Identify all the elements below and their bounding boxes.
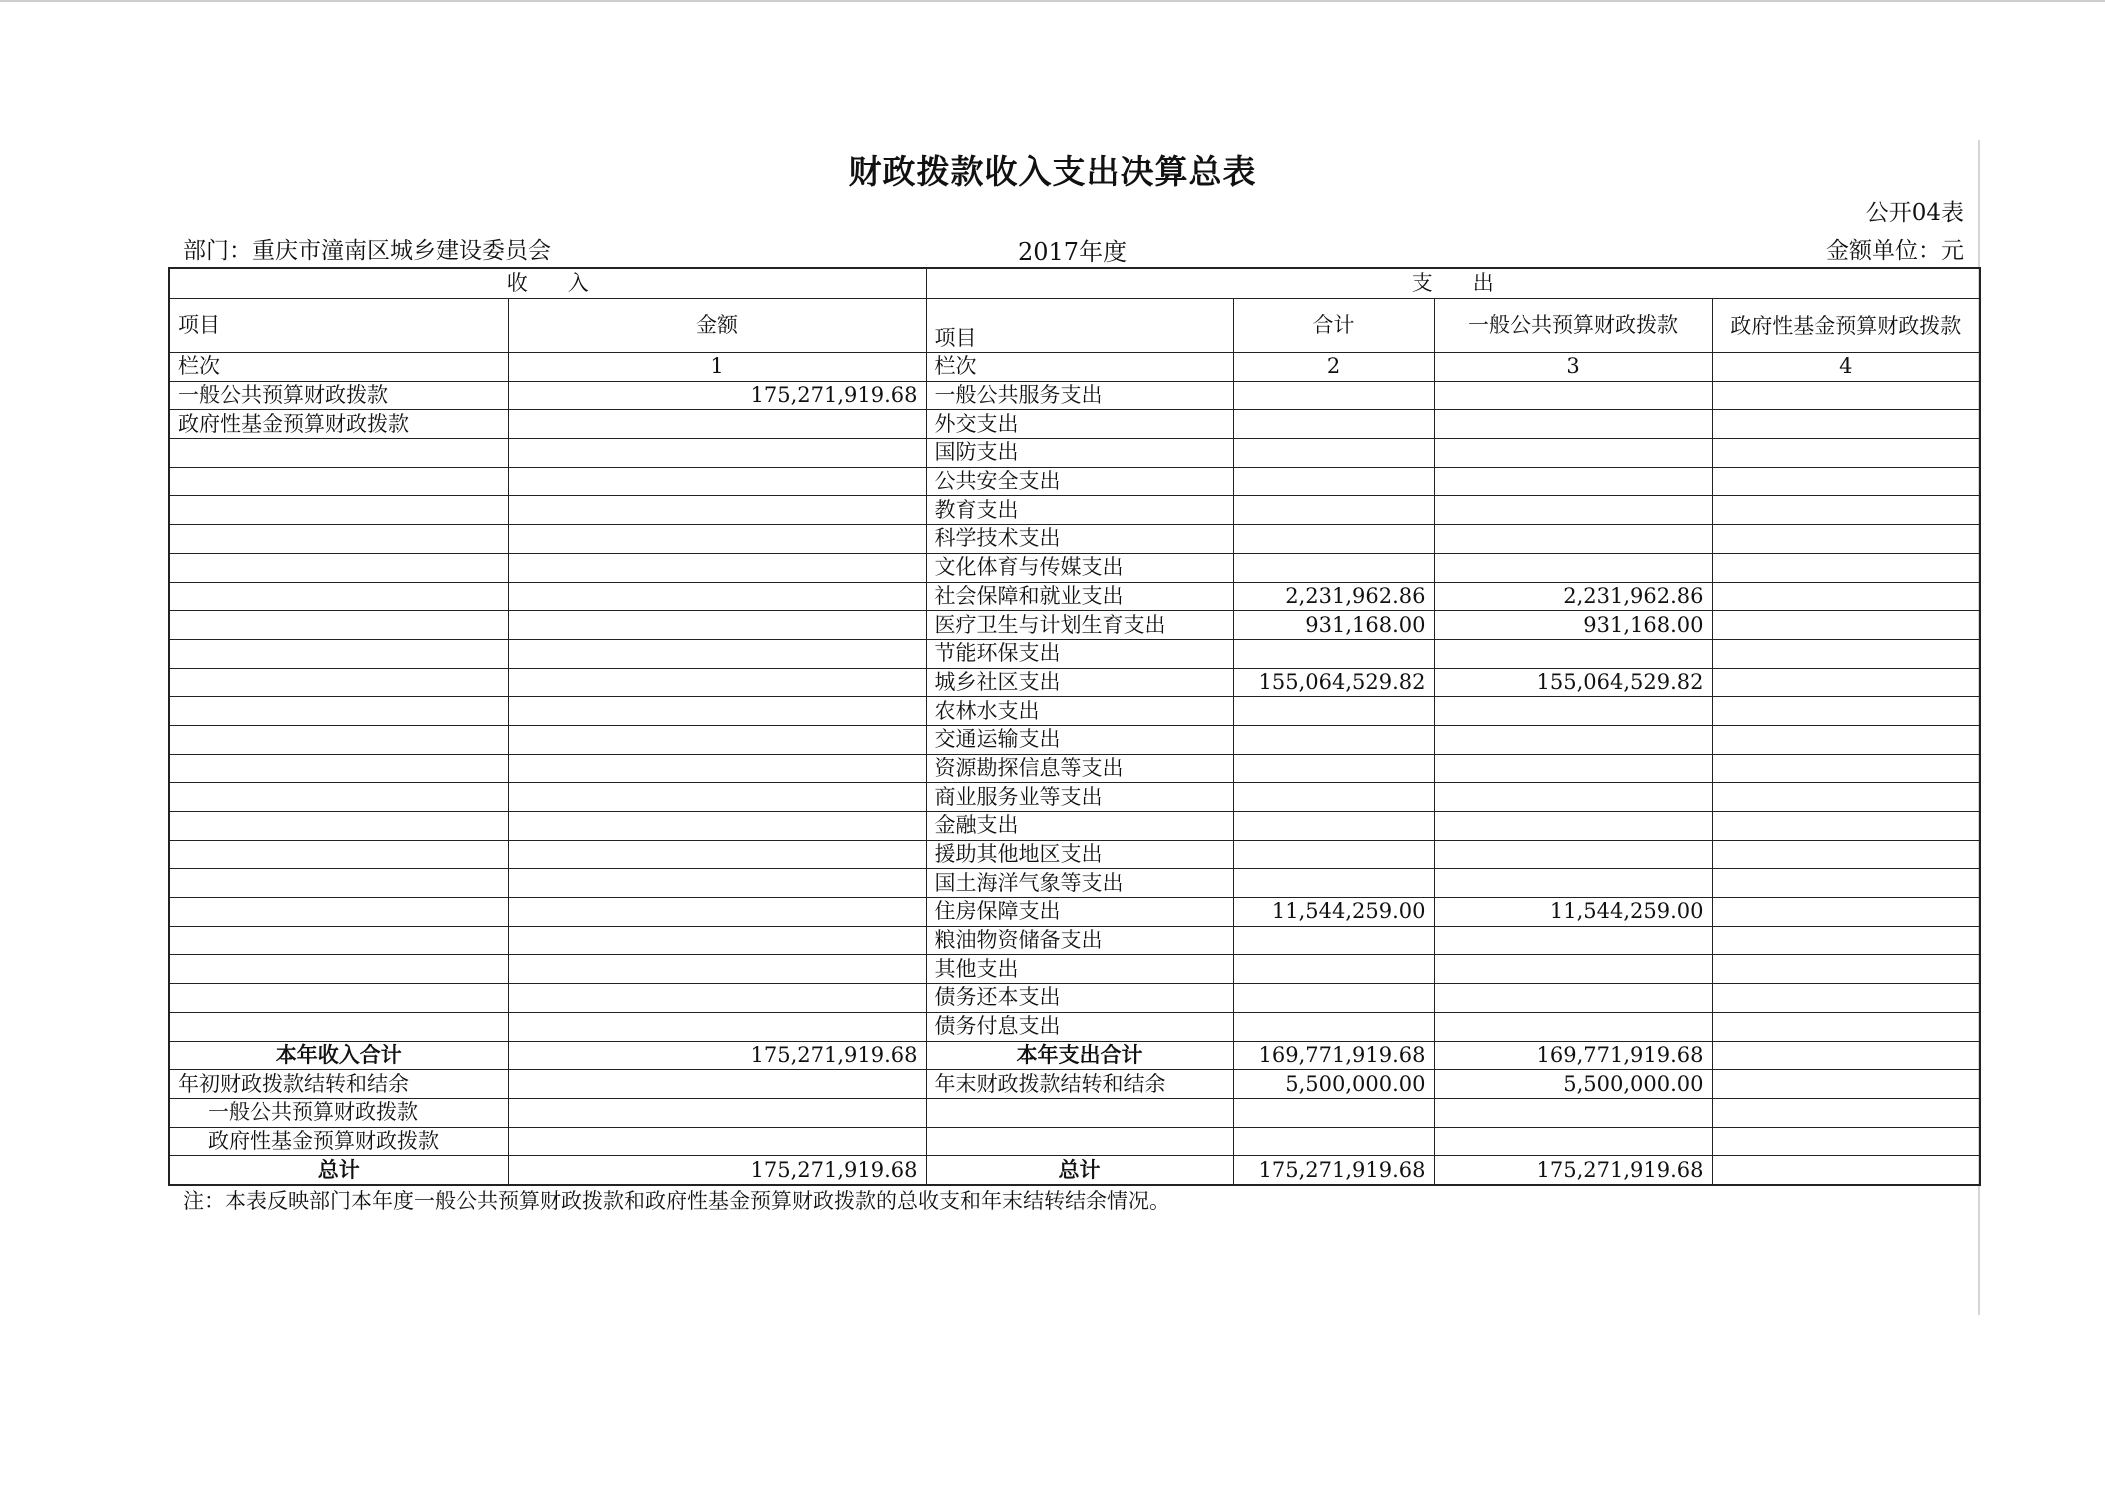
income-amount-cell <box>508 812 926 841</box>
column-header-row <box>169 299 1980 353</box>
expense-general-cell <box>1434 955 1712 984</box>
table-row <box>169 783 1980 812</box>
income-item-cell <box>169 725 508 754</box>
expense-fund-cell <box>1712 754 1980 783</box>
income-amount-cell <box>508 754 926 783</box>
carry-income-amount <box>508 1127 926 1156</box>
expense-item-cell: 交通运输支出 <box>926 725 1233 754</box>
table-row <box>169 984 1980 1013</box>
budget-summary-table <box>168 267 1981 1186</box>
income-amount-cell <box>508 611 926 640</box>
expense-item-cell: 金融支出 <box>926 812 1233 841</box>
income-section-header: 收入 <box>169 268 926 299</box>
expense-grand-fund <box>1712 1156 1980 1185</box>
expense-item-cell: 文化体育与传媒支出 <box>926 553 1233 582</box>
table-row <box>169 754 1980 783</box>
carry-income-amount <box>508 1098 926 1127</box>
expense-total-cell: 11,544,259.00 <box>1233 898 1434 927</box>
income-subtotal-label: 本年收入合计 <box>169 1041 508 1070</box>
income-item-cell <box>169 1012 508 1041</box>
table-row <box>169 1012 1980 1041</box>
carry-fund <box>1712 1127 1980 1156</box>
table-row <box>169 697 1980 726</box>
expense-total-cell: 2,231,962.86 <box>1233 582 1434 611</box>
expense-total-cell <box>1233 955 1434 984</box>
expense-total-cell: 931,168.00 <box>1233 611 1434 640</box>
income-amount-cell <box>508 725 926 754</box>
income-amount-cell <box>508 955 926 984</box>
expense-general-cell <box>1434 381 1712 410</box>
expense-fund-cell <box>1712 926 1980 955</box>
carryover-row <box>169 1098 1980 1127</box>
table-row <box>169 496 1980 525</box>
expense-item-cell: 援助其他地区支出 <box>926 840 1233 869</box>
carry-general: 5,500,000.00 <box>1434 1070 1712 1099</box>
expense-general-cell <box>1434 467 1712 496</box>
carry-income-amount <box>508 1070 926 1099</box>
expense-item-cell: 粮油物资储备支出 <box>926 926 1233 955</box>
income-item-cell: 一般公共预算财政拨款 <box>169 381 508 410</box>
expense-total-cell <box>1233 869 1434 898</box>
expense-general-cell <box>1434 725 1712 754</box>
expense-item-cell: 社会保障和就业支出 <box>926 582 1233 611</box>
expense-item-cell: 医疗卫生与计划生育支出 <box>926 611 1233 640</box>
table-row <box>169 725 1980 754</box>
expense-subtotal-fund <box>1712 1041 1980 1070</box>
carry-total <box>1233 1098 1434 1127</box>
expense-fund-cell <box>1712 955 1980 984</box>
carryover-row <box>169 1127 1980 1156</box>
expense-general-cell: 931,168.00 <box>1434 611 1712 640</box>
income-amount-cell <box>508 410 926 439</box>
subtotal-row <box>169 1041 1980 1070</box>
income-item-cell <box>169 525 508 554</box>
expense-total-cell <box>1233 467 1434 496</box>
expense-general-cell <box>1434 525 1712 554</box>
expense-general-cell: 2,231,962.86 <box>1434 582 1712 611</box>
expense-fund-cell <box>1712 783 1980 812</box>
income-amount-cell <box>508 926 926 955</box>
carry-general <box>1434 1098 1712 1127</box>
table-row <box>169 668 1980 697</box>
income-item-cell <box>169 955 508 984</box>
expense-total-cell <box>1233 525 1434 554</box>
expense-fund-cell <box>1712 725 1980 754</box>
col-header-income-item: 项目 <box>169 299 508 353</box>
expense-item-cell: 债务付息支出 <box>926 1012 1233 1041</box>
amount-unit: 金额单位：元 <box>1826 238 1964 264</box>
expense-general-cell <box>1434 984 1712 1013</box>
expense-total-cell <box>1233 840 1434 869</box>
income-item-cell <box>169 467 508 496</box>
expense-general-cell: 11,544,259.00 <box>1434 898 1712 927</box>
expense-total-cell <box>1233 783 1434 812</box>
carry-expense-item <box>926 1127 1233 1156</box>
expense-subtotal-total: 169,771,919.68 <box>1233 1041 1434 1070</box>
income-amount-cell <box>508 840 926 869</box>
income-item-cell <box>169 984 508 1013</box>
expense-item-cell: 资源勘探信息等支出 <box>926 754 1233 783</box>
expense-grand-total-label: 总计 <box>926 1156 1233 1185</box>
income-item-cell <box>169 926 508 955</box>
expense-fund-cell <box>1712 668 1980 697</box>
table-row <box>169 840 1980 869</box>
col-header-total: 合计 <box>1233 299 1434 353</box>
expense-general-cell <box>1434 639 1712 668</box>
expense-fund-cell <box>1712 697 1980 726</box>
income-item-cell <box>169 754 508 783</box>
expense-total-cell <box>1233 754 1434 783</box>
expense-fund-cell <box>1712 525 1980 554</box>
page-title: 财政拨款收入支出决算总表 <box>848 152 1257 191</box>
expense-general-cell <box>1434 496 1712 525</box>
expense-total-cell <box>1233 496 1434 525</box>
income-amount-cell <box>508 439 926 468</box>
table-row <box>169 611 1980 640</box>
income-item-cell <box>169 898 508 927</box>
expense-subtotal-general: 169,771,919.68 <box>1434 1041 1712 1070</box>
expense-total-cell <box>1233 553 1434 582</box>
expense-fund-cell <box>1712 496 1980 525</box>
carry-fund <box>1712 1070 1980 1099</box>
expense-subtotal-label: 本年支出合计 <box>926 1041 1233 1070</box>
col-header-income-amount: 金额 <box>508 299 926 353</box>
expense-item-cell: 节能环保支出 <box>926 639 1233 668</box>
expense-item-cell: 国土海洋气象等支出 <box>926 869 1233 898</box>
carry-expense-item <box>926 1098 1233 1127</box>
expense-item-cell: 债务还本支出 <box>926 984 1233 1013</box>
income-amount-cell <box>508 639 926 668</box>
table-row <box>169 639 1980 668</box>
table-row <box>169 898 1980 927</box>
income-item-cell <box>169 439 508 468</box>
expense-item-cell: 农林水支出 <box>926 697 1233 726</box>
expense-fund-cell <box>1712 553 1980 582</box>
expense-general-cell <box>1434 812 1712 841</box>
table-row <box>169 582 1980 611</box>
table-row <box>169 410 1980 439</box>
income-amount-cell <box>508 984 926 1013</box>
expense-fund-cell <box>1712 812 1980 841</box>
expense-item-cell: 外交支出 <box>926 410 1233 439</box>
expense-general-cell <box>1434 926 1712 955</box>
table-row <box>169 926 1980 955</box>
expense-general-cell <box>1434 783 1712 812</box>
col-number-4: 4 <box>1712 353 1980 382</box>
expense-total-cell <box>1233 812 1434 841</box>
carry-fund <box>1712 1098 1980 1127</box>
expense-grand-general: 175,271,919.68 <box>1434 1156 1712 1185</box>
column-number-row <box>169 353 1980 382</box>
expense-total-cell <box>1233 381 1434 410</box>
carry-general <box>1434 1127 1712 1156</box>
income-amount-cell <box>508 668 926 697</box>
expense-item-cell: 商业服务业等支出 <box>926 783 1233 812</box>
expense-item-cell: 教育支出 <box>926 496 1233 525</box>
expense-fund-cell <box>1712 869 1980 898</box>
income-grand-total-amount: 175,271,919.68 <box>508 1156 926 1185</box>
expense-fund-cell <box>1712 898 1980 927</box>
expense-total-cell <box>1233 639 1434 668</box>
expense-fund-cell <box>1712 611 1980 640</box>
income-item-cell <box>169 668 508 697</box>
expense-general-cell <box>1434 439 1712 468</box>
income-grand-total-label: 总计 <box>169 1156 508 1185</box>
carry-income-item: 年初财政拨款结转和结余 <box>169 1070 508 1099</box>
income-amount-cell <box>508 582 926 611</box>
table-row <box>169 439 1980 468</box>
carry-income-item: 一般公共预算财政拨款 <box>169 1098 508 1127</box>
income-item-cell <box>169 812 508 841</box>
carryover-row <box>169 1070 1980 1099</box>
income-item-cell <box>169 582 508 611</box>
expense-item-cell: 住房保障支出 <box>926 898 1233 927</box>
income-item-cell <box>169 840 508 869</box>
table-row <box>169 381 1980 410</box>
expense-general-cell <box>1434 410 1712 439</box>
table-row <box>169 812 1980 841</box>
expense-fund-cell <box>1712 439 1980 468</box>
expense-section-header: 支出 <box>926 268 1980 299</box>
section-header-row <box>169 268 1980 299</box>
col-number-3: 3 <box>1434 353 1712 382</box>
row-label-income: 栏次 <box>169 353 508 382</box>
expense-general-cell <box>1434 553 1712 582</box>
income-item-cell <box>169 869 508 898</box>
income-amount-cell <box>508 525 926 554</box>
income-amount-cell <box>508 1012 926 1041</box>
expense-general-cell <box>1434 697 1712 726</box>
income-amount-cell <box>508 697 926 726</box>
income-amount-cell <box>508 467 926 496</box>
expense-item-cell: 国防支出 <box>926 439 1233 468</box>
form-number: 公开04表 <box>1865 200 1964 226</box>
income-subtotal-amount: 175,271,919.68 <box>508 1041 926 1070</box>
grand-total-row <box>169 1156 1980 1185</box>
carry-total: 5,500,000.00 <box>1233 1070 1434 1099</box>
expense-total-cell <box>1233 697 1434 726</box>
expense-general-cell <box>1434 869 1712 898</box>
income-amount-cell <box>508 898 926 927</box>
expense-general-cell <box>1434 754 1712 783</box>
income-item-cell <box>169 553 508 582</box>
expense-total-cell <box>1233 984 1434 1013</box>
expense-total-cell <box>1233 1012 1434 1041</box>
expense-total-cell <box>1233 410 1434 439</box>
col-header-general: 一般公共预算财政拨款 <box>1434 299 1712 353</box>
table-row <box>169 869 1980 898</box>
expense-item-cell: 其他支出 <box>926 955 1233 984</box>
income-item-cell: 政府性基金预算财政拨款 <box>169 410 508 439</box>
col-header-fund: 政府性基金预算财政拨款 <box>1712 299 1980 353</box>
expense-fund-cell <box>1712 639 1980 668</box>
col-number-2: 2 <box>1233 353 1434 382</box>
income-amount-cell <box>508 553 926 582</box>
table-note: 注：本表反映部门本年度一般公共预算财政拨款和政府性基金预算财政拨款的总收支和年末结转结余情况。 <box>183 1189 1170 1213</box>
income-item-cell <box>169 611 508 640</box>
table-row <box>169 553 1980 582</box>
expense-fund-cell <box>1712 984 1980 1013</box>
expense-item-cell: 城乡社区支出 <box>926 668 1233 697</box>
expense-total-cell <box>1233 926 1434 955</box>
department-label: 部门：重庆市潼南区城乡建设委员会 <box>183 238 551 264</box>
table-row <box>169 525 1980 554</box>
carry-expense-item: 年末财政拨款结转和结余 <box>926 1070 1233 1099</box>
expense-fund-cell <box>1712 1012 1980 1041</box>
expense-general-cell <box>1434 1012 1712 1041</box>
expense-total-cell <box>1233 439 1434 468</box>
col-header-expense-item: 项目 <box>926 299 1233 353</box>
expense-total-cell: 155,064,529.82 <box>1233 668 1434 697</box>
expense-general-cell: 155,064,529.82 <box>1434 668 1712 697</box>
income-amount-cell <box>508 496 926 525</box>
expense-fund-cell <box>1712 840 1980 869</box>
income-amount-cell <box>508 783 926 812</box>
col-number-1: 1 <box>508 353 926 382</box>
table-row <box>169 467 1980 496</box>
carry-total <box>1233 1127 1434 1156</box>
expense-fund-cell <box>1712 582 1980 611</box>
income-item-cell <box>169 639 508 668</box>
expense-general-cell <box>1434 840 1712 869</box>
expense-fund-cell <box>1712 467 1980 496</box>
expense-grand-total: 175,271,919.68 <box>1233 1156 1434 1185</box>
expense-fund-cell <box>1712 381 1980 410</box>
fiscal-year: 2017年度 <box>1018 238 1128 266</box>
income-item-cell <box>169 697 508 726</box>
income-item-cell <box>169 783 508 812</box>
table-row <box>169 955 1980 984</box>
income-amount-cell <box>508 869 926 898</box>
carry-income-item: 政府性基金预算财政拨款 <box>169 1127 508 1156</box>
expense-fund-cell <box>1712 410 1980 439</box>
page-top-edge <box>0 0 2105 2</box>
expense-total-cell <box>1233 725 1434 754</box>
expense-item-cell: 公共安全支出 <box>926 467 1233 496</box>
row-label-expense: 栏次 <box>926 353 1233 382</box>
income-amount-cell: 175,271,919.68 <box>508 381 926 410</box>
income-item-cell <box>169 496 508 525</box>
expense-item-cell: 科学技术支出 <box>926 525 1233 554</box>
expense-item-cell: 一般公共服务支出 <box>926 381 1233 410</box>
